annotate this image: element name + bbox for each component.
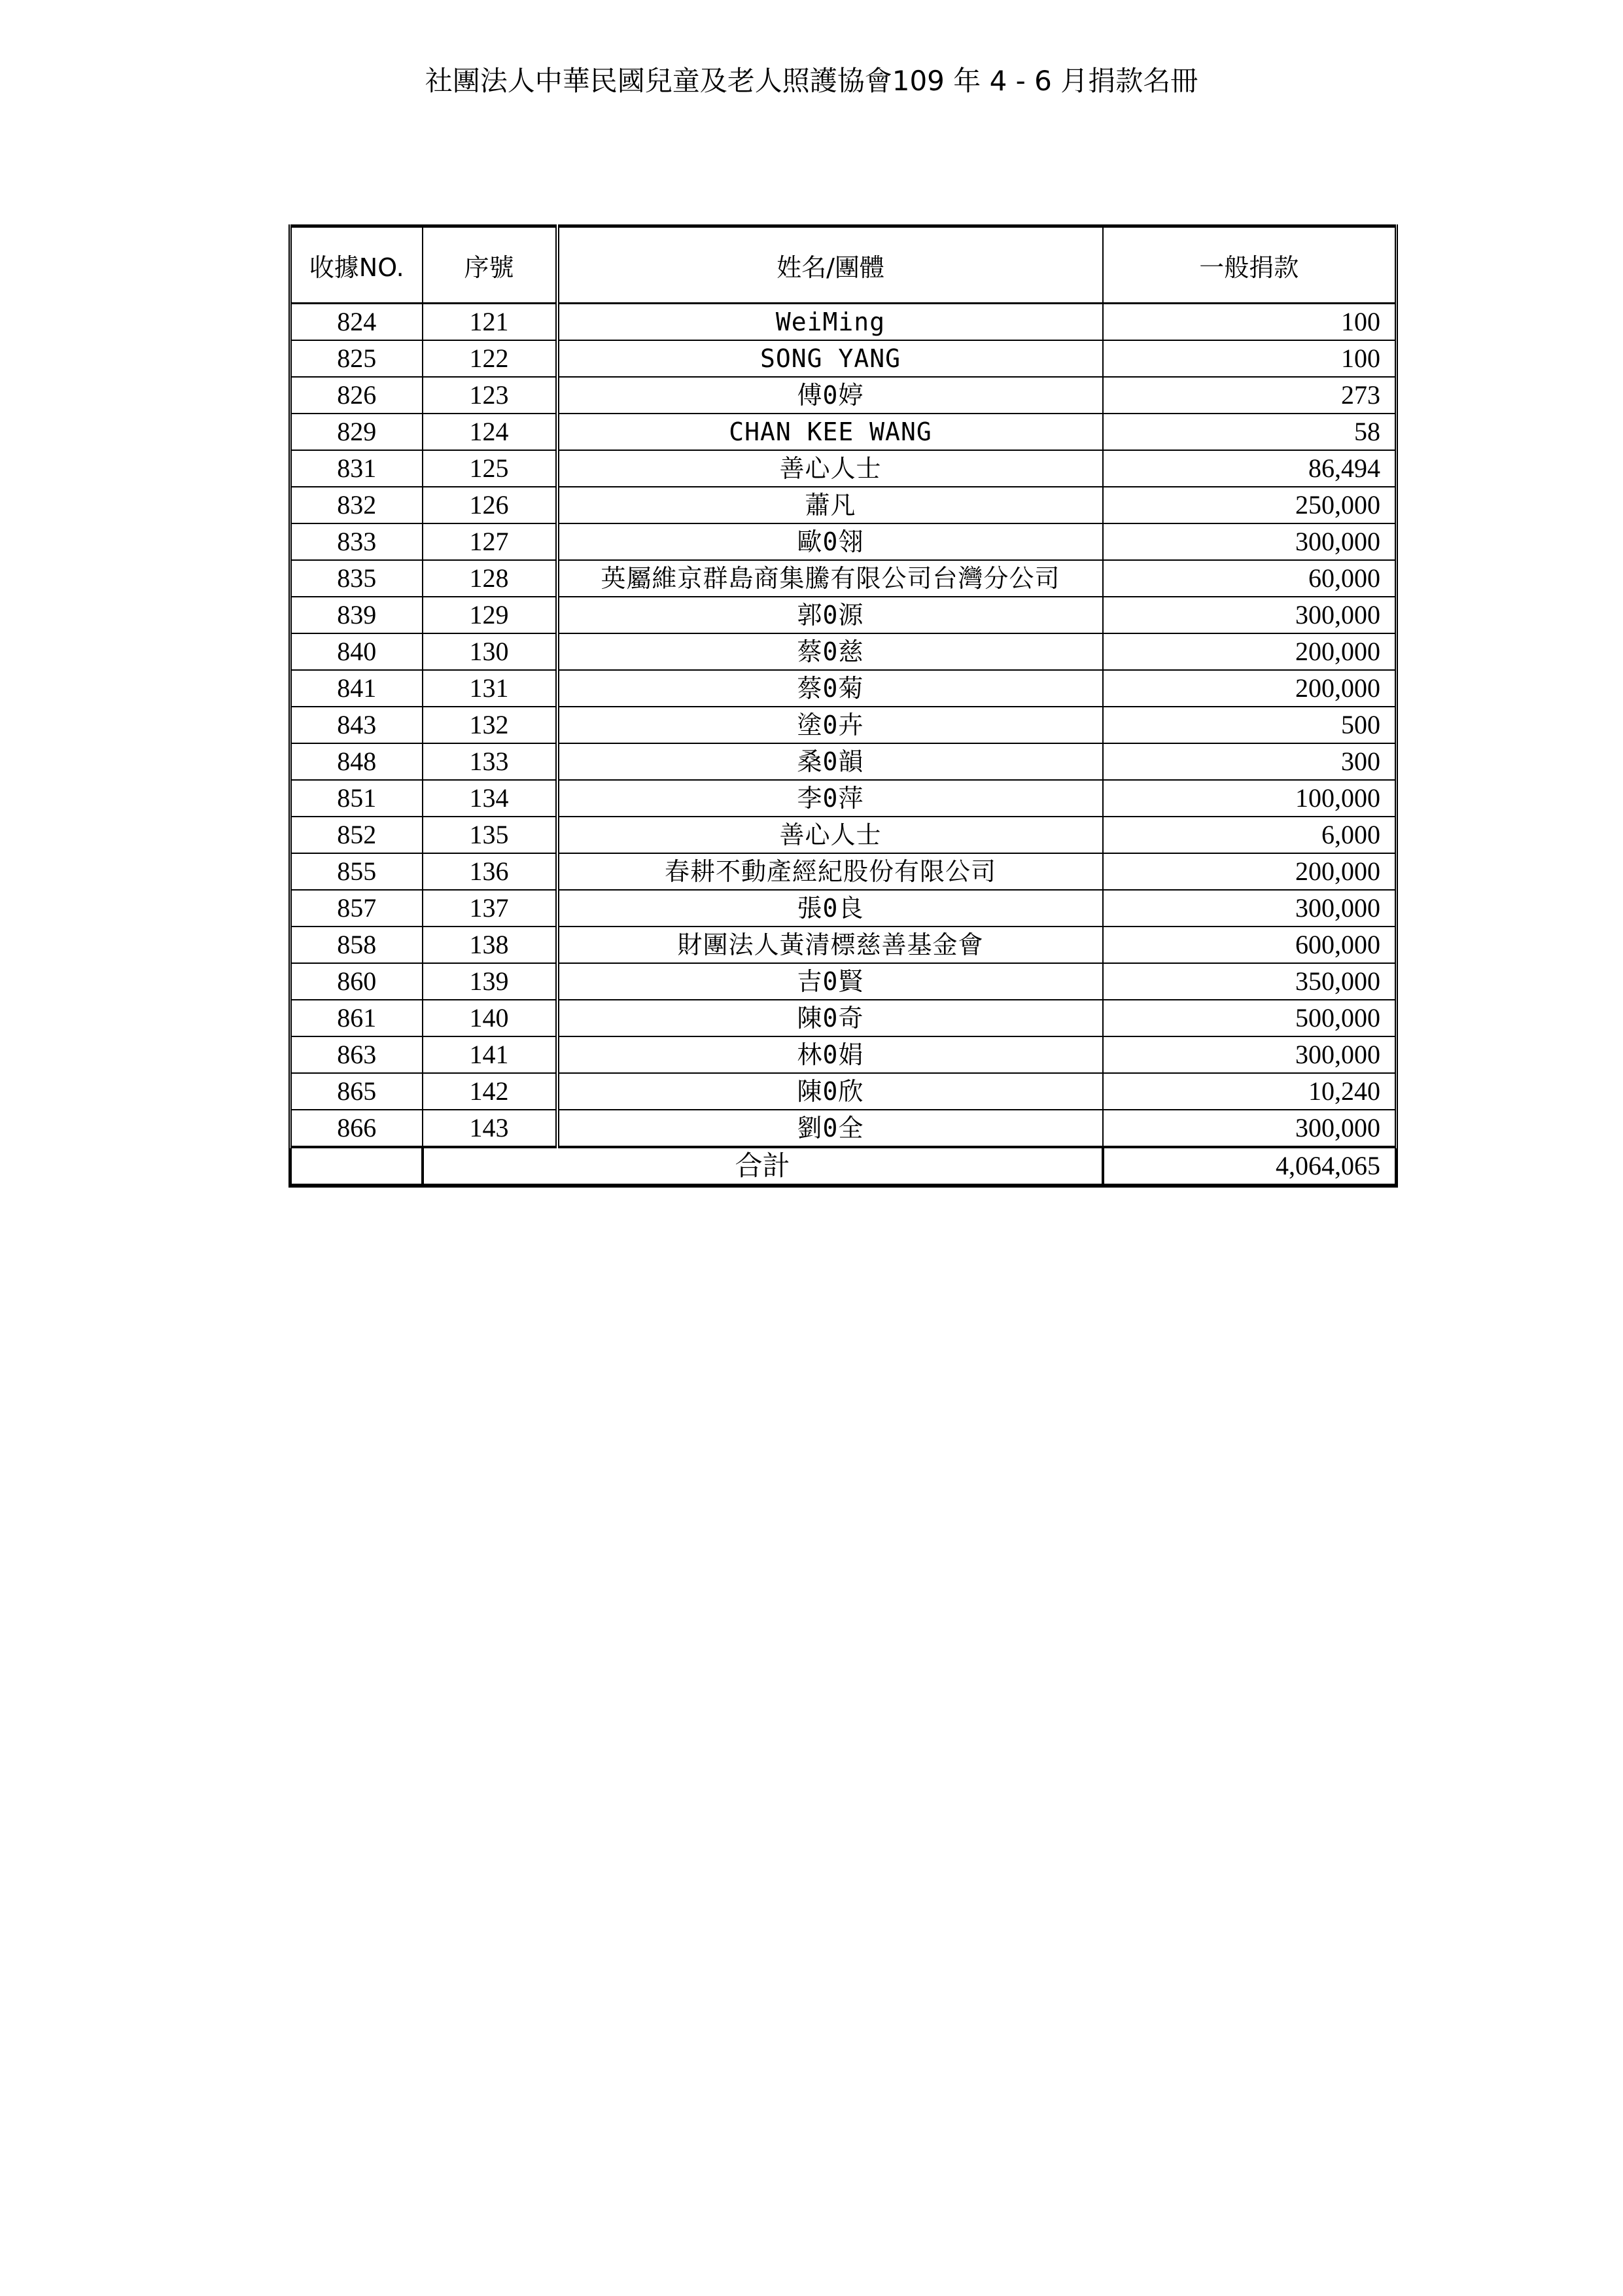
table-row xyxy=(290,487,1397,523)
name-cell: 桑0韻 xyxy=(557,743,1103,780)
amount-cell: 86,494 xyxy=(1103,450,1397,487)
table-row xyxy=(290,560,1397,597)
name-cell: 傅0婷 xyxy=(557,377,1103,414)
total-label: 合計 xyxy=(423,1147,1103,1186)
receipt-no-cell: 858 xyxy=(290,927,423,963)
receipt-no-cell: 839 xyxy=(290,597,423,633)
header-seq: 序號 xyxy=(423,226,557,304)
name-cell: 歐0翎 xyxy=(557,523,1103,560)
amount-cell: 300,000 xyxy=(1103,597,1397,633)
name-cell: 春耕不動產經紀股份有限公司 xyxy=(557,853,1103,890)
amount-cell: 200,000 xyxy=(1103,670,1397,707)
table-row xyxy=(290,780,1397,817)
name-cell: 陳0欣 xyxy=(557,1073,1103,1110)
seq-cell: 128 xyxy=(423,560,557,597)
name-cell: 蔡0慈 xyxy=(557,633,1103,670)
table-row xyxy=(290,450,1397,487)
table-row xyxy=(290,1110,1397,1147)
name-cell: 塗0卉 xyxy=(557,707,1103,743)
receipt-no-cell: 848 xyxy=(290,743,423,780)
name-cell: SONG YANG xyxy=(557,340,1103,377)
receipt-no-cell: 840 xyxy=(290,633,423,670)
name-cell: 蔡0菊 xyxy=(557,670,1103,707)
name-cell: 蕭凡 xyxy=(557,487,1103,523)
seq-cell: 137 xyxy=(423,890,557,927)
receipt-no-cell: 855 xyxy=(290,853,423,890)
name-cell: CHAN KEE WANG xyxy=(557,414,1103,450)
seq-cell: 123 xyxy=(423,377,557,414)
amount-cell: 500 xyxy=(1103,707,1397,743)
table-row xyxy=(290,597,1397,633)
seq-cell: 122 xyxy=(423,340,557,377)
name-cell: WeiMing xyxy=(557,304,1103,341)
header-receipt-no: 收據NO. xyxy=(290,226,423,304)
table-row xyxy=(290,1000,1397,1036)
table-body xyxy=(290,304,1397,1148)
seq-cell: 127 xyxy=(423,523,557,560)
receipt-no-cell: 865 xyxy=(290,1073,423,1110)
receipt-no-cell: 841 xyxy=(290,670,423,707)
amount-cell: 273 xyxy=(1103,377,1397,414)
total-empty-cell xyxy=(290,1147,423,1186)
name-cell: 吉0賢 xyxy=(557,963,1103,1000)
table-row xyxy=(290,1036,1397,1073)
receipt-no-cell: 843 xyxy=(290,707,423,743)
seq-cell: 141 xyxy=(423,1036,557,1073)
seq-cell: 136 xyxy=(423,853,557,890)
receipt-no-cell: 826 xyxy=(290,377,423,414)
seq-cell: 124 xyxy=(423,414,557,450)
amount-cell: 300,000 xyxy=(1103,1036,1397,1073)
table-row xyxy=(290,890,1397,927)
seq-cell: 129 xyxy=(423,597,557,633)
receipt-no-cell: 832 xyxy=(290,487,423,523)
receipt-no-cell: 863 xyxy=(290,1036,423,1073)
name-cell: 財團法人黃清標慈善基金會 xyxy=(557,927,1103,963)
receipt-no-cell: 831 xyxy=(290,450,423,487)
amount-cell: 200,000 xyxy=(1103,633,1397,670)
table-row xyxy=(290,743,1397,780)
receipt-no-cell: 825 xyxy=(290,340,423,377)
seq-cell: 131 xyxy=(423,670,557,707)
amount-cell: 200,000 xyxy=(1103,853,1397,890)
seq-cell: 134 xyxy=(423,780,557,817)
name-cell: 善心人士 xyxy=(557,817,1103,853)
table-row xyxy=(290,670,1397,707)
table-row xyxy=(290,340,1397,377)
receipt-no-cell: 829 xyxy=(290,414,423,450)
seq-cell: 132 xyxy=(423,707,557,743)
amount-cell: 10,240 xyxy=(1103,1073,1397,1110)
total-amount: 4,064,065 xyxy=(1103,1147,1397,1186)
seq-cell: 121 xyxy=(423,304,557,341)
seq-cell: 140 xyxy=(423,1000,557,1036)
amount-cell: 100,000 xyxy=(1103,780,1397,817)
table-row xyxy=(290,414,1397,450)
amount-cell: 600,000 xyxy=(1103,927,1397,963)
seq-cell: 138 xyxy=(423,927,557,963)
receipt-no-cell: 851 xyxy=(290,780,423,817)
seq-cell: 125 xyxy=(423,450,557,487)
amount-cell: 300 xyxy=(1103,743,1397,780)
seq-cell: 133 xyxy=(423,743,557,780)
header-name: 姓名/團體 xyxy=(557,226,1103,304)
table-row xyxy=(290,633,1397,670)
table-row xyxy=(290,304,1397,341)
receipt-no-cell: 852 xyxy=(290,817,423,853)
table-header-row xyxy=(290,226,1397,304)
table-row xyxy=(290,1073,1397,1110)
receipt-no-cell: 835 xyxy=(290,560,423,597)
document-title: 社團法人中華民國兒童及老人照護協會109 年 4 - 6 月捐款名冊 xyxy=(425,65,1198,97)
seq-cell: 143 xyxy=(423,1110,557,1147)
amount-cell: 6,000 xyxy=(1103,817,1397,853)
table-row xyxy=(290,817,1397,853)
table-row xyxy=(290,377,1397,414)
name-cell: 劉0全 xyxy=(557,1110,1103,1147)
amount-cell: 500,000 xyxy=(1103,1000,1397,1036)
seq-cell: 142 xyxy=(423,1073,557,1110)
table-row xyxy=(290,523,1397,560)
name-cell: 英屬維京群島商集騰有限公司台灣分公司 xyxy=(557,560,1103,597)
donation-table xyxy=(288,224,1398,1188)
amount-cell: 60,000 xyxy=(1103,560,1397,597)
amount-cell: 250,000 xyxy=(1103,487,1397,523)
receipt-no-cell: 833 xyxy=(290,523,423,560)
amount-cell: 350,000 xyxy=(1103,963,1397,1000)
amount-cell: 300,000 xyxy=(1103,890,1397,927)
table-row xyxy=(290,853,1397,890)
receipt-no-cell: 860 xyxy=(290,963,423,1000)
receipt-no-cell: 857 xyxy=(290,890,423,927)
table-row xyxy=(290,707,1397,743)
total-row xyxy=(290,1147,1397,1186)
amount-cell: 300,000 xyxy=(1103,1110,1397,1147)
seq-cell: 139 xyxy=(423,963,557,1000)
table-row xyxy=(290,927,1397,963)
table-row xyxy=(290,963,1397,1000)
name-cell: 張0良 xyxy=(557,890,1103,927)
header-amount: 一般捐款 xyxy=(1103,226,1397,304)
receipt-no-cell: 861 xyxy=(290,1000,423,1036)
seq-cell: 130 xyxy=(423,633,557,670)
seq-cell: 126 xyxy=(423,487,557,523)
receipt-no-cell: 866 xyxy=(290,1110,423,1147)
seq-cell: 135 xyxy=(423,817,557,853)
name-cell: 林0娟 xyxy=(557,1036,1103,1073)
amount-cell: 100 xyxy=(1103,340,1397,377)
receipt-no-cell: 824 xyxy=(290,304,423,341)
amount-cell: 300,000 xyxy=(1103,523,1397,560)
amount-cell: 100 xyxy=(1103,304,1397,341)
amount-cell: 58 xyxy=(1103,414,1397,450)
name-cell: 陳0奇 xyxy=(557,1000,1103,1036)
name-cell: 善心人士 xyxy=(557,450,1103,487)
name-cell: 郭0源 xyxy=(557,597,1103,633)
name-cell: 李0萍 xyxy=(557,780,1103,817)
